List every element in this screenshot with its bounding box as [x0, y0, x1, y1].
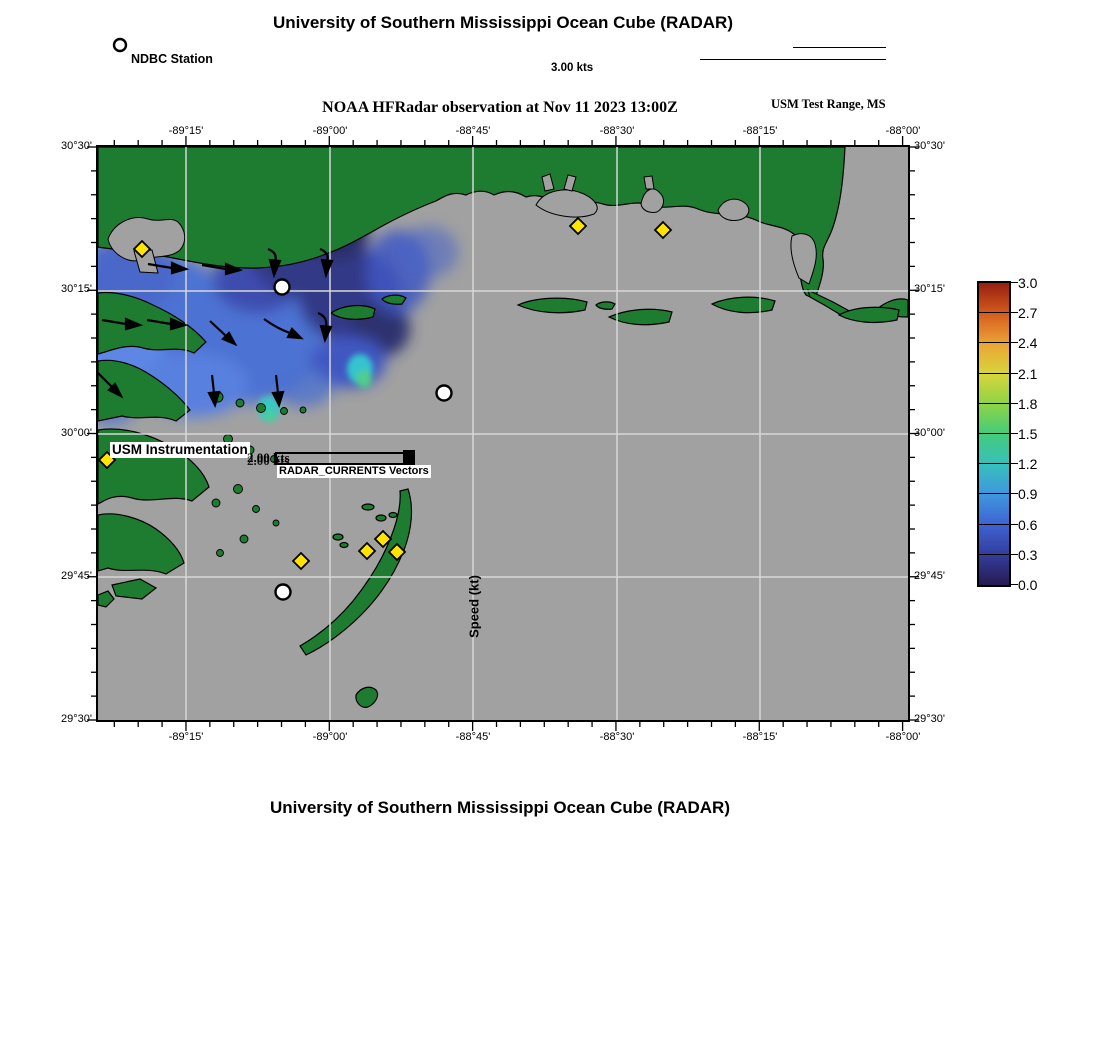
colorbar-tick-stub: [1011, 493, 1018, 494]
page-title: University of Southern Mississippi Ocean Cube (RADAR): [272, 13, 733, 32]
x-axis-tick-label: -88°15': [742, 125, 778, 137]
colorbar: [977, 281, 1011, 587]
colorbar-tick-label: 3.0: [1018, 275, 1038, 291]
x-axis-tick-label: -88°00': [885, 731, 921, 743]
y-axis-tick-label: 30°15': [61, 283, 92, 295]
colorbar-tick: [979, 312, 1009, 313]
colorbar-tick-stub: [1011, 312, 1018, 313]
colorbar-tick-stub: [1011, 373, 1018, 374]
colorbar-tick-label: 1.8: [1018, 396, 1038, 412]
x-axis-tick-label: -89°00': [312, 125, 348, 137]
scale-bar: [275, 452, 415, 465]
colorbar-tick-label: 0.6: [1018, 517, 1038, 533]
y-axis-tick-label: 30°15': [914, 283, 945, 295]
colorbar-tick-label: 1.2: [1018, 456, 1038, 472]
usm-instrumentation-label: USM Instrumentation: [112, 442, 248, 457]
colorbar-tick: [979, 463, 1009, 464]
y-axis-tick-label: 29°45': [914, 570, 945, 582]
colorbar-tick-stub: [1011, 584, 1018, 585]
map-frame: [96, 145, 910, 722]
x-axis-tick-label: -89°15': [168, 125, 204, 137]
y-axis-tick-label: 29°30': [61, 713, 92, 725]
x-axis-tick-label: -89°00': [312, 731, 348, 743]
map-subtitle: NOAA HFRadar observation at Nov 11 2023 13:00Z: [322, 99, 678, 116]
x-axis-tick-label: -88°45': [455, 125, 491, 137]
colorbar-tick-stub: [1011, 282, 1018, 283]
colorbar-tick-label: 1.5: [1018, 426, 1038, 442]
colorbar-tick-stub: [1011, 524, 1018, 525]
y-axis-tick-label: 30°00': [914, 427, 945, 439]
ndbc-marker: [276, 585, 291, 600]
colorbar-tick: [979, 493, 1009, 494]
ndbc-marker: [437, 386, 452, 401]
colorbar-tick-stub: [1011, 342, 1018, 343]
footer-title: University of Southern Mississippi Ocean Cube (RADAR): [269, 798, 730, 817]
colorbar-tick-stub: [1011, 554, 1018, 555]
y-axis-tick-label: 29°30': [914, 713, 945, 725]
scale-bar-label: 2.00 kts: [247, 450, 290, 465]
x-axis-tick-label: -88°30': [599, 125, 635, 137]
colorbar-tick-stub: [1011, 433, 1018, 434]
colorbar-tick: [979, 524, 1009, 525]
scale-line-long: [700, 59, 886, 60]
vector-scale-label: 3.00 kts: [551, 62, 594, 74]
colorbar-tick: [979, 403, 1009, 404]
colorbar-tick-stub: [1011, 463, 1018, 464]
map-svg: [98, 147, 908, 720]
colorbar-tick-label: 2.4: [1018, 335, 1038, 351]
colorbar-tick-label: 2.1: [1018, 366, 1038, 382]
ndbc-marker: [275, 280, 290, 295]
x-axis-tick-label: -88°30': [599, 731, 635, 743]
y-axis-tick-label: 30°30': [914, 140, 945, 152]
x-axis-tick-label: -88°00': [885, 125, 921, 137]
x-axis-tick-label: -89°15': [168, 731, 204, 743]
colorbar-tick-label: 0.3: [1018, 547, 1038, 563]
ndbc-legend-label: NDBC Station: [131, 52, 213, 66]
scale-line-short: [793, 47, 886, 48]
speed-axis-label: Speed (kt): [466, 575, 482, 638]
scale-bar-cap: [403, 450, 415, 465]
colorbar-tick-label: 0.0: [1018, 577, 1038, 593]
x-axis-tick-label: -88°15': [742, 731, 778, 743]
y-axis-tick-label: 30°30': [61, 140, 92, 152]
colorbar-tick-label: 0.9: [1018, 486, 1038, 502]
colorbar-tick: [979, 342, 1009, 343]
radar-currents-vectors-label: RADAR_CURRENTS Vectors: [279, 465, 429, 477]
x-axis-tick-label: -88°45': [455, 731, 491, 743]
colorbar-tick: [979, 433, 1009, 434]
y-axis-tick-label: 30°00': [61, 427, 92, 439]
colorbar-tick: [979, 373, 1009, 374]
colorbar-tick: [979, 554, 1009, 555]
y-axis-tick-label: 29°45': [61, 570, 92, 582]
colorbar-tick-label: 2.7: [1018, 305, 1038, 321]
region-label: USM Test Range, MS: [771, 97, 886, 111]
ndbc-legend-marker-icon: [110, 35, 132, 57]
colorbar-tick-stub: [1011, 403, 1018, 404]
